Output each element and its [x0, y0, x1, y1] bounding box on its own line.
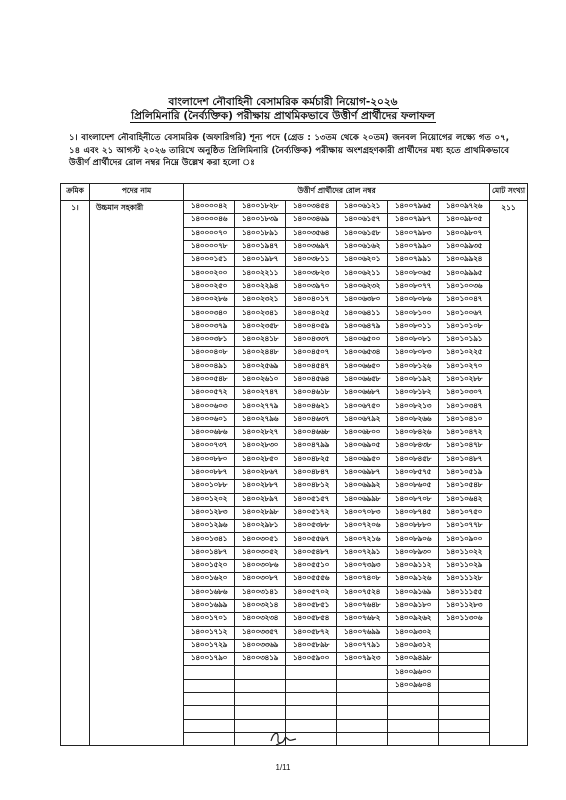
roll-number-cell: ১৪০০২৭৭৯ [235, 400, 286, 413]
roll-number-cell [439, 639, 490, 652]
roll-number-cell: ১৪০১০৭৭৮ [439, 520, 490, 533]
roll-number-cell [184, 706, 235, 719]
row-total-count: ২১১ [490, 201, 528, 746]
roll-number-cell: ১৪০০৮৮৮০ [388, 520, 439, 533]
roll-number-cell: ১৪০০৬৮০০ [337, 427, 388, 440]
roll-number-cell: ১৪০০৫৩৮৮ [286, 520, 337, 533]
roll-number-cell: ১৪০০২৭৯৬ [235, 413, 286, 426]
roll-number-cell: ১৪০১১২৮৩ [439, 599, 490, 612]
roll-number-cell [235, 679, 286, 692]
roll-number-cell: ১৪০০৪০১৭ [286, 294, 337, 307]
roll-number-cell: ১৪০০৪৬২১ [286, 400, 337, 413]
roll-number-cell: ১৪০০৭৯৮৭ [388, 214, 439, 227]
roll-number-cell: ১৪০০৭৯২৩ [337, 653, 388, 666]
roll-number-cell [388, 732, 439, 745]
roll-number-cell: ১৪০০০৮৮৭ [184, 466, 235, 479]
roll-number-cell: ১৪০০৯৯২৪ [439, 254, 490, 267]
roll-number-cell: ১৪০০৮৬০৫ [388, 480, 439, 493]
roll-number-cell: ১৪০০০৩৭৯ [184, 320, 235, 333]
roll-number-cell: ১৪০০৭৯৮৩ [388, 227, 439, 240]
page-number: 1/11 [275, 763, 291, 772]
roll-number-cell: ১৪০০১৭১২ [184, 626, 235, 639]
header-serial: ক্রমিক [61, 184, 90, 201]
roll-number-cell: ১৪০০২২৯৪ [235, 280, 286, 293]
roll-number-cell [439, 626, 490, 639]
roll-number-cell: ১৪০০২২১১ [235, 267, 286, 280]
roll-number-cell: ১৪০০১৯৮৭ [235, 254, 286, 267]
roll-number-cell [286, 706, 337, 719]
roll-number-cell: ১৪০০১০৮৮ [184, 480, 235, 493]
roll-number-cell [337, 679, 388, 692]
roll-number-cell: ১৪০০৩২১৪ [235, 599, 286, 612]
roll-number-cell: ১৪০০৬৯৮৭ [337, 466, 388, 479]
roll-number-cell: ১৪০০৮৪৫৮ [388, 453, 439, 466]
table-body [61, 201, 528, 746]
roll-number-cell: ১৪০০১৫২০ [184, 560, 235, 573]
roll-number-cell: ১৪০০৩০৫২ [235, 546, 286, 559]
roll-number-cell: ১৪০০০৭৩৭ [184, 440, 235, 453]
roll-number-cell: ১৪০০১৩৪১ [184, 533, 235, 546]
roll-number-cell: ১৪০০৩৩৫৭ [235, 626, 286, 639]
roll-number-cell: ১৪০০৯৪৯৮ [388, 653, 439, 666]
roll-number-cell: ১৪০০২৭৪৭ [235, 387, 286, 400]
roll-number-cell: ১৪০১০৪৭২ [439, 427, 490, 440]
roll-number-cell: ১৪০০০৫৪৮ [184, 373, 235, 386]
roll-number-cell: ১৪০০০০৪৬ [184, 214, 235, 227]
roll-number-cell: ১৪০০২৪৪৮ [235, 347, 286, 360]
roll-number-cell [184, 679, 235, 692]
roll-number-cell: ১৪০০২৪১৮ [235, 333, 286, 346]
roll-number-cell: ১৪০০৬৪৭৯ [337, 320, 388, 333]
header-total: মোট সংখ্যা [490, 184, 528, 201]
roll-number-cell: ১৪০১১১২৮ [439, 573, 490, 586]
roll-number-cell: ১৪০০৬৩৮০ [337, 294, 388, 307]
roll-number-cell: ১৪০০২৩৪১ [235, 307, 286, 320]
roll-number-cell: ১৪০০৮৪৩৮ [388, 440, 439, 453]
roll-number-cell: ১৪০০৬৯৫০ [337, 453, 388, 466]
intro-paragraph: ১। বাংলাদেশ নৌবাহিনীতে বেসামরিক (অফারিগরি) শূন্য পদে (গ্রেড : ১৩তম থেকে ২০তম) জনবল নিয়োগের লক্ষ্যে গত ০৭, ১৪ এবং ২১ আগস্ট ২০২৬ তারিখে অনুষ্ঠিত প্রিলিমিনারি (নৈর্ব্যক্তিক) পরীক্ষায় অংশগ্রহণকারী প্রার্থীদের মধ্য হতে প্রাথমিকভাবে উত্তীর্ণ প্রার্থীদের রোল নম্বর নিম্নে উল্লেখ করা হলো ঃ [69, 133, 509, 169]
roll-number-cell [388, 692, 439, 705]
roll-number-cell [184, 692, 235, 705]
roll-number-cell [439, 706, 490, 719]
roll-number-cell: ১৪০০৭৫২৪ [337, 586, 388, 599]
roll-number-cell: ১৪০১০০৪৭ [439, 294, 490, 307]
roll-number-cell: ১৪০১১৩০৬ [439, 613, 490, 626]
roll-number-cell: ১৪০১০১০৮ [439, 320, 490, 333]
roll-number-cell: ১৪০১০০৬৭ [439, 307, 490, 320]
roll-number-cell: ১৪০০০২৫০ [184, 280, 235, 293]
roll-number-cell: ১৪০০৭৯৯১ [388, 254, 439, 267]
roll-number-cell: ১৪০০৪৮১২ [286, 480, 337, 493]
roll-number-cell: ১৪০০৪৫৬৪ [286, 373, 337, 386]
roll-number-cell: ১৪০০৮২৬৬ [388, 413, 439, 426]
roll-number-cell: ১৪০১০৫৪৮ [439, 480, 490, 493]
roll-number-cell [286, 679, 337, 692]
roll-number-cell: ১৪০০৯৭২৬ [439, 201, 490, 214]
roll-number-cell [439, 653, 490, 666]
signature-mark [268, 727, 298, 749]
roll-number-cell: ১৪০০৫৮৫১ [286, 599, 337, 612]
roll-number-cell: ১৪০০৮৫৭৫ [388, 466, 439, 479]
roll-number-cell: ১৪০০২৫৬৯ [235, 360, 286, 373]
roll-number-cell [337, 692, 388, 705]
roll-number-cell: ১৪০০৮০৮৬ [388, 294, 439, 307]
roll-number-cell: ১৪০১০১৯১ [439, 333, 490, 346]
roll-number-cell: ১৪০১১০২৯ [439, 560, 490, 573]
roll-number-cell: ১৪০০০৩৪০ [184, 307, 235, 320]
roll-number-cell [439, 719, 490, 732]
roll-number-cell: ১৪০১০৯০০ [439, 533, 490, 546]
roll-number-cell [439, 666, 490, 679]
document-title: বাংলাদেশ নৌবাহিনী বেসামরিক কর্মচারী নিয়োগ-২০২৬ [168, 96, 398, 108]
table-row [61, 201, 528, 214]
roll-number-cell: ১৪০০৫৫১০ [286, 560, 337, 573]
row-post-name: উচ্চমান সহকারী [90, 201, 184, 746]
roll-number-cell: ১৪০০৮৯৩০ [388, 546, 439, 559]
roll-number-cell: ১৪০০৫৮৫৪ [286, 613, 337, 626]
roll-number-cell: ১৪০০১২০২ [184, 493, 235, 506]
roll-number-cell: ১৪০০০৬০১ [184, 413, 235, 426]
roll-number-cell: ১৪০১০৪১০ [439, 413, 490, 426]
roll-number-cell: ১৪০০৫৪৮৭ [286, 546, 337, 559]
roll-number-cell: ১৪০০৬১৫৮ [337, 227, 388, 240]
roll-number-cell: ১৪০০৪৫০৭ [286, 347, 337, 360]
roll-number-cell: ১৪০০১৬৯৯ [184, 599, 235, 612]
roll-number-cell: ১৪০০৮১৯২ [388, 373, 439, 386]
roll-number-cell: ১৪০০৪৩৩৭ [286, 333, 337, 346]
roll-number-cell: ১৪০০৩৪৬৯ [286, 214, 337, 227]
roll-number-cell: ১৪০০৩১৪১ [235, 586, 286, 599]
roll-number-cell: ১৪০০২৮৫০ [235, 453, 286, 466]
roll-number-cell: ১৪০০০০৭৮ [184, 240, 235, 253]
roll-number-cell [235, 706, 286, 719]
roll-number-cell: ১৪০০৯৯৯৫ [439, 267, 490, 280]
roll-number-cell [286, 666, 337, 679]
roll-number-cell: ১৪০০১৬২০ [184, 573, 235, 586]
roll-number-cell: ১৪০০৩০৮৬ [235, 560, 286, 573]
roll-number-cell: ১৪০১০২৮৮ [439, 373, 490, 386]
roll-number-cell: ১৪০০৮৯০৬ [388, 533, 439, 546]
roll-number-cell: ১৪০০৭৬৪৮ [337, 599, 388, 612]
roll-number-cell [439, 692, 490, 705]
roll-number-cell: ১৪০০৬২০১ [337, 254, 388, 267]
roll-number-cell: ১৪০১১০২২ [439, 546, 490, 559]
roll-number-cell: ১৪০০৮০৮৩ [388, 347, 439, 360]
roll-number-cell [184, 666, 235, 679]
roll-number-cell: ১৪০১০৩৪৭ [439, 400, 490, 413]
roll-number-cell: ১৪০০৫১৭২ [286, 506, 337, 519]
roll-number-cell: ১৪০১০৭৫০ [439, 506, 490, 519]
roll-number-cell: ১৪০০৩৪১৯ [235, 653, 286, 666]
roll-number-cell: ১৪০০৮০৮১ [388, 333, 439, 346]
roll-number-cell: ১৪০০৯৯৩৫ [439, 240, 490, 253]
roll-number-cell: ১৪০০৫৫৫৬ [286, 573, 337, 586]
roll-number-cell: ১৪০০৬৬৫৮ [337, 373, 388, 386]
roll-number-cell: ১৪০০৫১৫৭ [286, 493, 337, 506]
roll-number-cell: ১৪০০০৫৭২ [184, 387, 235, 400]
roll-number-cell: ১৪০০৪৬৬৮ [286, 427, 337, 440]
roll-number-cell: ১৪০০০৮৮০ [184, 453, 235, 466]
roll-number-cell: ১৪০০৭০৮৩ [337, 506, 388, 519]
roll-number-cell: ১৪০০৭৬৯৯ [337, 626, 388, 639]
roll-number-cell: ১৪০০৫৫৬৭ [286, 533, 337, 546]
roll-number-cell: ১৪০০৪৫৪৭ [286, 360, 337, 373]
roll-number-cell: ১৪০০০০৭০ [184, 227, 235, 240]
roll-number-cell: ১৪০০৬১৬২ [337, 240, 388, 253]
roll-number-cell [337, 666, 388, 679]
roll-number-cell: ১৪০০১৭২৯ [184, 639, 235, 652]
roll-number-cell: ১৪০০০৬৮৬ [184, 427, 235, 440]
roll-number-cell: ১৪০০৩০৫১ [235, 533, 286, 546]
roll-number-cell: ১৪০১০৬৪২ [439, 493, 490, 506]
roll-number-cell: ১৪০০৮৭০৮ [388, 493, 439, 506]
roll-number-cell: ১৪০০২৯৮১ [235, 520, 286, 533]
roll-number-cell: ১৪০০৪৮২৫ [286, 453, 337, 466]
roll-number-cell: ১৪০০৫৭০২ [286, 586, 337, 599]
roll-number-cell: ১৪০০২৮৬৭ [235, 466, 286, 479]
roll-number-cell [184, 719, 235, 732]
roll-number-cell: ১৪০০৬৫০০ [337, 333, 388, 346]
roll-number-cell: ১৪০০৪৮৪৭ [286, 466, 337, 479]
roll-number-cell: ১৪০০১৮৯১ [235, 227, 286, 240]
roll-number-cell: ১৪০০৬৯৯৮ [337, 493, 388, 506]
roll-number-cell: ১৪০০৬১৫৭ [337, 214, 388, 227]
roll-number-cell: ১৪০০৪০২৫ [286, 307, 337, 320]
roll-number-cell: ১৪০০৬১২১ [337, 201, 388, 214]
roll-number-cell: ১৪০০৮১২৬ [388, 360, 439, 373]
roll-number-cell: ১৪০০৬৪১১ [337, 307, 388, 320]
roll-number-cell: ১৪০০১৬৮৬ [184, 586, 235, 599]
roll-number-cell: ১৪০০৩৯৭০ [286, 280, 337, 293]
document-subtitle: প্রিলিমিনারি (নৈর্ব্যক্তিক) পরীক্ষায় প্রাথমিকভাবে উত্তীর্ণ প্রার্থীদের ফলাফল [131, 110, 435, 122]
roll-number-cell [337, 732, 388, 745]
roll-number-cell: ১৪০০৮১৮২ [388, 387, 439, 400]
roll-number-cell: ১৪০০৫৮৯৮ [286, 639, 337, 652]
roll-number-cell: ১৪০১০৩০৭ [439, 387, 490, 400]
roll-number-cell: ১৪০০৭৭৯১ [337, 639, 388, 652]
roll-number-cell: ১৪০০৬৯৯২ [337, 480, 388, 493]
roll-number-cell: ১৪০০০৬০৩ [184, 400, 235, 413]
header-rolls: উত্তীর্ণ প্রার্থীদের রোল নম্বর [184, 184, 490, 201]
results-table [60, 183, 528, 746]
roll-number-cell [439, 679, 490, 692]
roll-number-cell: ১৪০০৭৩৯৩ [337, 560, 388, 573]
roll-number-cell: ১৪০০১৭৯০ [184, 653, 235, 666]
roll-number-cell [184, 732, 235, 745]
roll-number-cell: ১৪০০৪৬১৮ [286, 387, 337, 400]
roll-number-cell: ১৪০০২৮৮৭ [235, 480, 286, 493]
roll-number-cell: ১৪০০৮০১১ [388, 320, 439, 333]
roll-number-cell: ১৪০০০২০০ [184, 267, 235, 280]
roll-number-cell: ১৪০০২৮৯৭ [235, 493, 286, 506]
roll-number-cell: ১৪০০৯৩০২ [388, 626, 439, 639]
roll-number-cell [235, 666, 286, 679]
roll-number-cell [235, 692, 286, 705]
roll-number-cell: ১৪০০০৪০৮ [184, 347, 235, 360]
roll-number-cell: ১৪০০৩২৩৪ [235, 613, 286, 626]
roll-number-cell: ১৪০০১২৮৩ [184, 506, 235, 519]
roll-number-cell: ১৪০০৭৯৬৫ [388, 201, 439, 214]
roll-number-cell: ১৪০১০৫১৯ [439, 466, 490, 479]
roll-number-cell: ১৪০০৩৮২৩ [286, 267, 337, 280]
roll-number-cell: ১৪০০৯৬০০ [388, 666, 439, 679]
roll-number-cell: ১৪০০৬৯০৫ [337, 440, 388, 453]
roll-number-cell: ১৪০০৬৬৫০ [337, 360, 388, 373]
roll-number-cell: ১৪০০১৪৮৭ [184, 546, 235, 559]
roll-number-cell: ১৪০০২৮৯৮ [235, 506, 286, 519]
roll-number-cell: ১৪০১০৪৮৭ [439, 453, 490, 466]
header-post: পদের নাম [90, 184, 184, 201]
roll-number-cell: ১৪০০১৭০১ [184, 613, 235, 626]
roll-number-cell: ১৪০০৬৭৫০ [337, 400, 388, 413]
roll-number-cell: ১৪০১০৪৭৮ [439, 440, 490, 453]
roll-number-cell: ১৪০০৮০৬৫ [388, 267, 439, 280]
roll-number-cell [439, 732, 490, 745]
roll-number-cell: ১৪০০৯১৮০ [388, 599, 439, 612]
roll-number-cell: ১৪০০৩৩৬৯ [235, 639, 286, 652]
roll-number-cell: ১৪০০০৩৮১ [184, 333, 235, 346]
roll-number-cell: ১৪০০২৩২১ [235, 294, 286, 307]
roll-number-cell: ১৪০০৯৮০৫ [439, 214, 490, 227]
roll-number-cell: ১৪০০৫৯০০ [286, 653, 337, 666]
roll-number-cell: ১৪০০৩০৮৭ [235, 573, 286, 586]
roll-number-cell: ১৪০০৯৩১২ [388, 639, 439, 652]
roll-number-cell: ১৪০০৭২০৬ [337, 520, 388, 533]
roll-number-cell: ১৪০০২৬১০ [235, 373, 286, 386]
roll-number-cell: ১৪০০০১৫১ [184, 254, 235, 267]
row-serial: ১। [61, 201, 90, 746]
roll-number-cell [337, 719, 388, 732]
roll-number-cell: ১৪০১০০৩৬ [439, 280, 490, 293]
roll-number-cell: ১৪০০১৮২৮ [235, 201, 286, 214]
roll-number-cell: ১৪০০৮০৭৭ [388, 280, 439, 293]
roll-number-cell: ১৪০০৩৫৬৪ [286, 227, 337, 240]
roll-number-cell: ১৪০০৯১১২ [388, 560, 439, 573]
roll-number-cell: ১৪০০৭৪০৮ [337, 573, 388, 586]
roll-number-cell: ১৪০০২৩৫৮ [235, 320, 286, 333]
roll-number-cell: ১৪০০৪৬৩৭ [286, 413, 337, 426]
roll-number-cell: ১৪০০০২৮৬ [184, 294, 235, 307]
roll-number-cell: ১৪০১১১৫৫ [439, 586, 490, 599]
roll-number-cell: ১৪০০৬৭৯২ [337, 413, 388, 426]
roll-number-cell: ১৪০১০২২৫ [439, 347, 490, 360]
roll-number-cell: ১৪০০৯২৬২ [388, 613, 439, 626]
roll-number-cell: ১৪০০৬৬৮৭ [337, 387, 388, 400]
roll-number-cell: ১৪০০৫৮৭২ [286, 626, 337, 639]
roll-number-cell: ১৪০০২৮২৭ [235, 427, 286, 440]
roll-number-cell: ১৪০০৭২৯১ [337, 546, 388, 559]
roll-number-cell: ১৪০০৯৮০৭ [439, 227, 490, 240]
roll-number-cell: ১৪০০০৪৯১ [184, 360, 235, 373]
roll-number-cell: ১৪০০০০৪২ [184, 201, 235, 214]
roll-number-cell [388, 706, 439, 719]
table-header-row [61, 184, 528, 201]
roll-number-cell: ১৪০০১৮৩৯ [235, 214, 286, 227]
roll-number-cell: ১৪০০৩৬৯৭ [286, 240, 337, 253]
roll-number-cell: ১৪০০৩৪৫৪ [286, 201, 337, 214]
roll-number-cell [286, 692, 337, 705]
roll-number-cell: ১৪০০৮৪২৬ [388, 427, 439, 440]
roll-number-cell: ১৪০০৯৬০৪ [388, 679, 439, 692]
roll-number-cell: ১৪০০১২৯৬ [184, 520, 235, 533]
roll-number-cell: ১৪০০৮২১৩ [388, 400, 439, 413]
roll-number-cell: ১৪০০৪০৫৯ [286, 320, 337, 333]
roll-number-cell: ১৪০১০২৭০ [439, 360, 490, 373]
roll-number-cell: ১৪০০৬৫৩৪ [337, 347, 388, 360]
roll-number-cell: ১৪০০৭৬৮২ [337, 613, 388, 626]
roll-number-cell: ১৪০০৮৭৪৫ [388, 506, 439, 519]
roll-number-cell: ১৪০০২৮৩০ [235, 440, 286, 453]
roll-number-cell: ১৪০০৭২১৬ [337, 533, 388, 546]
roll-number-cell: ১৪০০৮১০০ [388, 307, 439, 320]
roll-number-cell: ১৪০০৬২৩২ [337, 280, 388, 293]
roll-number-cell: ১৪০০৭৯৯০ [388, 240, 439, 253]
roll-number-cell: ১৪০০৩৮১১ [286, 254, 337, 267]
roll-number-cell [388, 719, 439, 732]
roll-number-cell: ১৪০০৯১২৬ [388, 573, 439, 586]
roll-number-cell: ১৪০০৪৭৯৯ [286, 440, 337, 453]
roll-number-cell: ১৪০০১৯৪৭ [235, 240, 286, 253]
roll-number-cell: ১৪০০৯১৬৯ [388, 586, 439, 599]
roll-number-cell [337, 706, 388, 719]
roll-number-cell: ১৪০০৬২১১ [337, 267, 388, 280]
